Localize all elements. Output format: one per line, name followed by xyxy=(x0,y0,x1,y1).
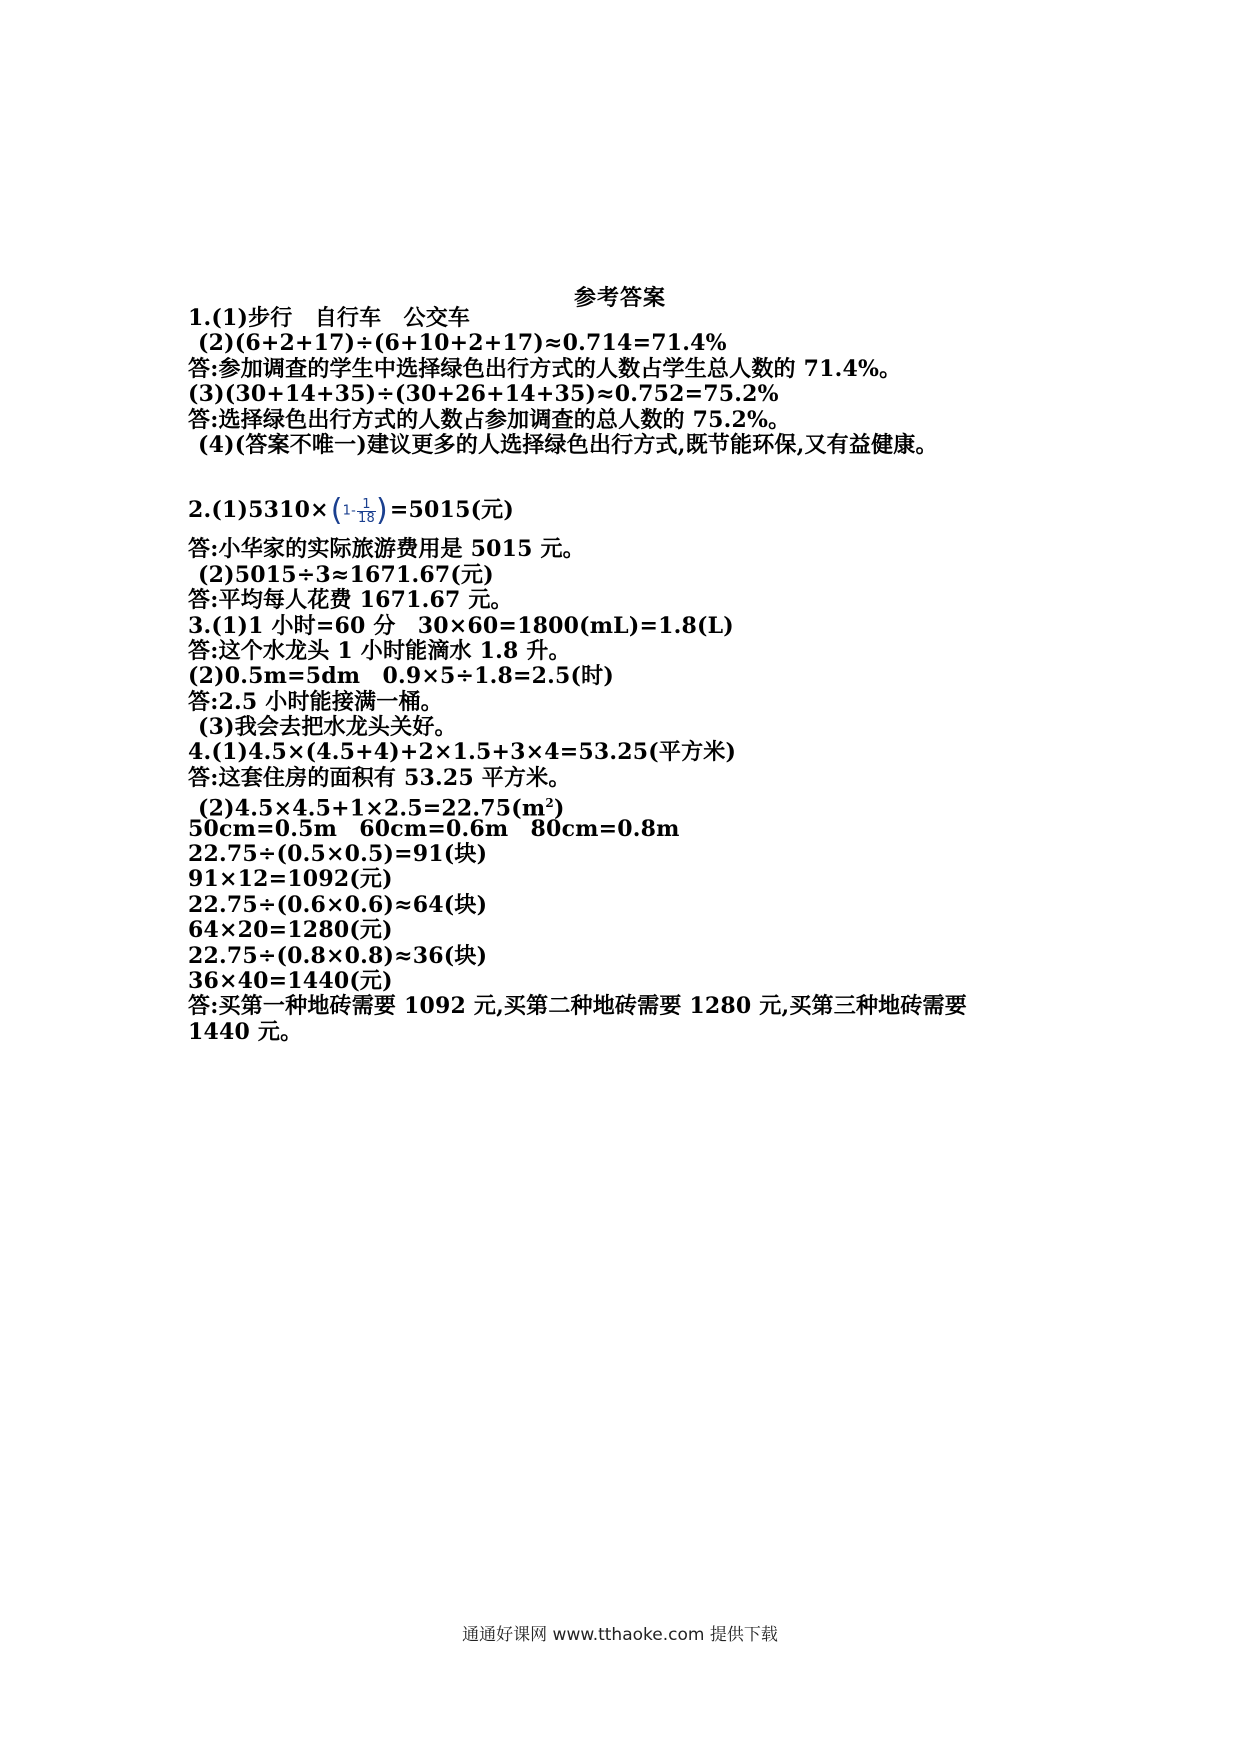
q4-calc-5: 22.75÷(0.8×0.8)≈36(块) xyxy=(188,942,488,969)
q4-calc-6: 36×40=1440(元) xyxy=(188,967,393,994)
fraction-expression xyxy=(330,493,388,529)
page-title: 参考答案 xyxy=(573,285,666,311)
q4-calc-1: 22.75÷(0.5×0.5)=91(块) xyxy=(188,841,488,868)
q1-part4: (4)(答案不唯一)建议更多的人选择绿色出行方式,既节能环保,又有益健康。 xyxy=(198,431,938,458)
q3-part1: 3.(1)1 小时=60 分 30×60=1800(mL)=1.8(L) xyxy=(188,612,734,639)
fraction-denominator: 18 xyxy=(358,510,375,526)
q4-calc-3: 22.75÷(0.6×0.6)≈64(块) xyxy=(188,891,488,918)
q3-answer1: 答:这个水龙头 1 小时能滴水 1.8 升。 xyxy=(188,637,571,664)
fraction-numerator: 1 xyxy=(357,498,376,512)
spacer xyxy=(188,458,1088,483)
q4-part2-text: (2)4.5×4.5+1×2.5=22.75(m xyxy=(198,795,546,822)
q1-part2: (2)(6+2+17)÷(6+10+2+17)≈0.714=71.4% xyxy=(198,330,727,357)
superscript: 2 xyxy=(545,796,554,811)
fraction xyxy=(357,498,376,525)
answer-content xyxy=(188,306,1088,1045)
q2-answer1: 答:小华家的实际旅游费用是 5015 元。 xyxy=(188,536,585,563)
right-paren-icon: ) xyxy=(376,493,388,529)
q2-answer2: 答:平均每人花费 1671.67 元。 xyxy=(188,587,513,614)
q2-part1 xyxy=(188,483,1088,537)
q4-calc-2: 91×12=1092(元) xyxy=(188,866,393,893)
q2-prefix: 2.(1)5310× xyxy=(188,497,329,524)
q3-part2: (2)0.5m=5dm 0.9×5÷1.8=2.5(时) xyxy=(188,663,614,690)
q4-answer2: 答:买第一种地砖需要 1092 元,买第二种地砖需要 1280 元,买第三种地砖需要 xyxy=(188,993,967,1020)
q1-answer3: 答:选择绿色出行方式的人数占参加调查的总人数的 75.2%。 xyxy=(188,406,791,433)
q4-part1: 4.(1)4.5×(4.5+4)+2×1.5+3×4=53.25(平方米) xyxy=(188,739,737,766)
q2-part2: (2)5015÷3≈1671.67(元) xyxy=(198,561,494,588)
q3-answer2: 答:2.5 小时能接满一桶。 xyxy=(188,688,443,715)
q2-suffix: =5015(元) xyxy=(389,497,514,524)
q4-calc-4: 64×20=1280(元) xyxy=(188,917,393,944)
q1-part3: (3)(30+14+35)÷(30+26+14+35)≈0.752=75.2% xyxy=(188,381,779,408)
q1-part1: 1.(1)步行 自行车 公交车 xyxy=(188,305,471,331)
q4-answer2-cont: 1440 元。 xyxy=(188,1018,303,1045)
footer-credit: 通通好课网 www.tthaoke.com 提供下载 xyxy=(462,1625,778,1645)
q4-answer1: 答:这套住房的面积有 53.25 平方米。 xyxy=(188,764,571,791)
q1-answer2: 答:参加调查的学生中选择绿色出行方式的人数占学生总人数的 71.4%。 xyxy=(188,355,902,382)
left-paren-icon: ( xyxy=(330,493,343,529)
q4-conversion: 50cm=0.5m 60cm=0.6m 80cm=0.8m xyxy=(188,815,680,842)
close-paren: ) xyxy=(553,795,565,822)
q4-part2 xyxy=(188,791,1088,822)
q3-part3: (3)我会去把水龙头关好。 xyxy=(198,714,457,741)
frac-lead: 1- xyxy=(342,503,357,519)
